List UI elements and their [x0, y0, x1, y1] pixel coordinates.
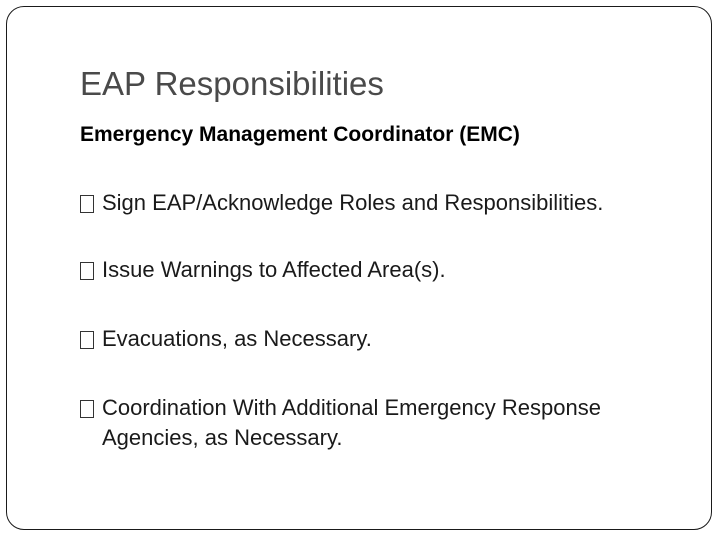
bullet-item [80, 393, 640, 453]
bullet-item [80, 324, 640, 354]
bullet-list [80, 188, 640, 453]
bullet-text: Coordination With Additional Emergency Response Agencies, as Necessary. [102, 395, 601, 450]
box-glyph-icon [80, 331, 94, 349]
bullet-item [80, 188, 640, 218]
box-glyph-icon [80, 262, 94, 280]
bullet-text: Issue Warnings to Affected Area(s). [102, 257, 446, 282]
bullet-item [80, 255, 640, 285]
box-glyph-icon [80, 195, 94, 213]
slide-title: EAP Responsibilities [80, 65, 384, 102]
slide-subtitle: Emergency Management Coordinator (EMC) [80, 123, 520, 146]
box-glyph-icon [80, 400, 94, 418]
bullet-text: Evacuations, as Necessary. [102, 326, 372, 351]
bullet-text: Sign EAP/Acknowledge Roles and Responsibilities. [102, 190, 604, 215]
